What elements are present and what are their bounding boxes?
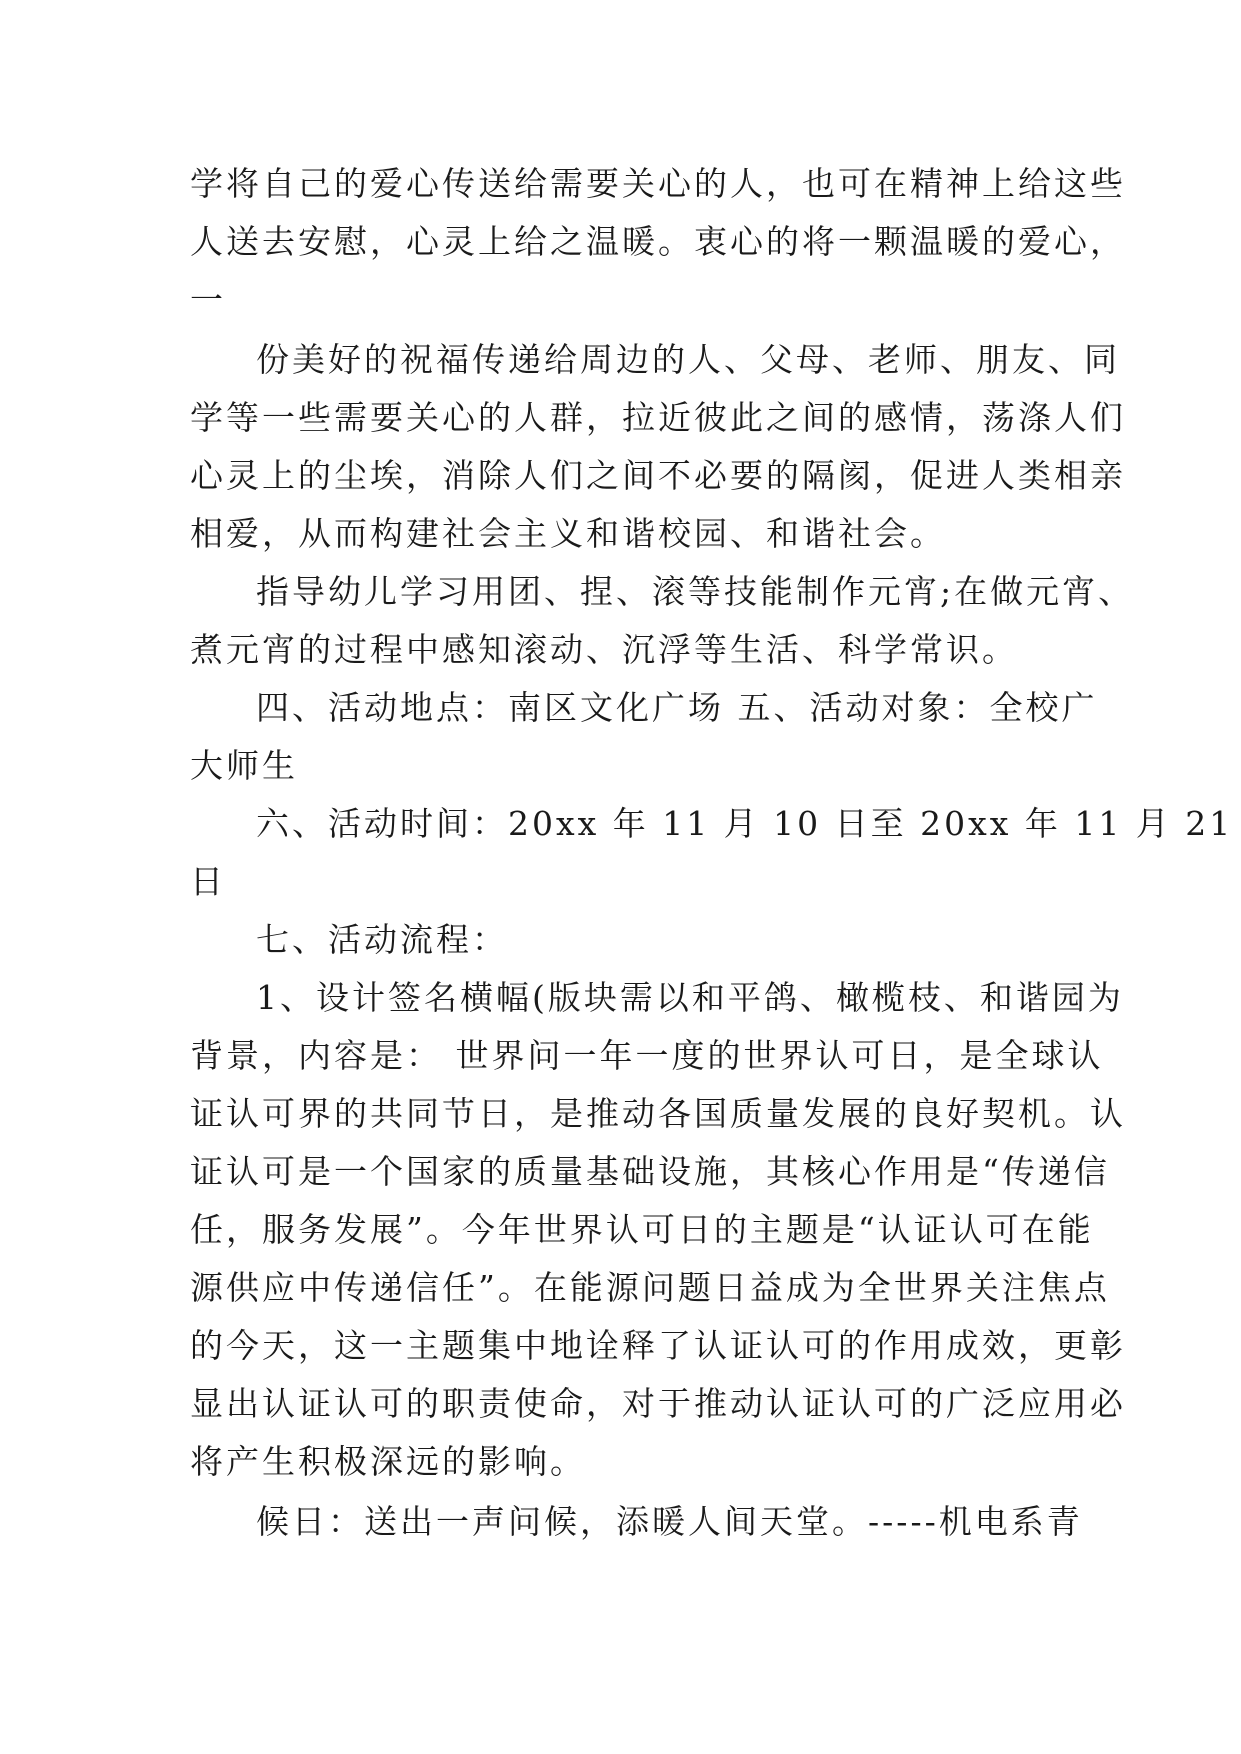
text-line: 候日：送出一声问候，添暖人间天堂。-----机电系青 — [256, 1502, 1083, 1541]
text-line: 日 — [190, 862, 226, 901]
text-line: 背景，内容是： 世界问一年一度的世界认可日，是全球认 — [190, 1036, 1104, 1075]
text-line: 的今天，这一主题集中地诠释了认证认可的作用成效，更彰 — [190, 1326, 1126, 1365]
text-line: 煮元宵的过程中感知滚动、沉浮等生活、科学常识。 — [190, 630, 1018, 669]
text-line: 一 — [190, 280, 226, 319]
text-line: 源供应中传递信任”。在能源问题日益成为全世界关注焦点 — [190, 1268, 1110, 1307]
text-line: 大师生 — [190, 746, 298, 785]
text-line: 学等一些需要关心的人群，拉近彼此之间的感情，荡涤人们 — [190, 398, 1126, 437]
text-line: 份美好的祝福传递给周边的人、父母、老师、朋友、同 — [256, 340, 1120, 379]
text-line: 证认可是一个国家的质量基础设施，其核心作用是“传递信 — [190, 1152, 1110, 1191]
text-line: 学将自己的爱心传送给需要关心的人，也可在精神上给这些 — [190, 164, 1126, 203]
text-line: 1、设计签名横幅(版块需以和平鸽、橄榄枝、和谐园为 — [256, 978, 1124, 1017]
text-line: 显出认证认可的职责使命，对于推动认证认可的广泛应用必 — [190, 1384, 1126, 1423]
text-line: 证认可界的共同节日，是推动各国质量发展的良好契机。认 — [190, 1094, 1126, 1133]
text-line: 任，服务发展”。今年世界认可日的主题是“认证认可在能 — [190, 1210, 1094, 1249]
text-line: 四、活动地点：南区文化广场 五、活动对象：全校广 — [256, 688, 1098, 727]
text-line: 将产生积极深远的影响。 — [190, 1442, 586, 1481]
text-line: 七、活动流程： — [256, 920, 508, 959]
text-line: 人送去安慰，心灵上给之温暖。衷心的将一颗温暖的爱心， — [190, 222, 1126, 261]
text-line: 指导幼儿学习用团、捏、滚等技能制作元宵;在做元宵、 — [256, 572, 1135, 611]
text-line: 心灵上的尘埃，消除人们之间不必要的隔阂，促进人类相亲 — [190, 456, 1126, 495]
text-line: 六、活动时间：20xx 年 11 月 10 日至 20xx 年 11 月 21 — [256, 804, 1234, 843]
text-line: 相爱，从而构建社会主义和谐校园、和谐社会。 — [190, 514, 946, 553]
